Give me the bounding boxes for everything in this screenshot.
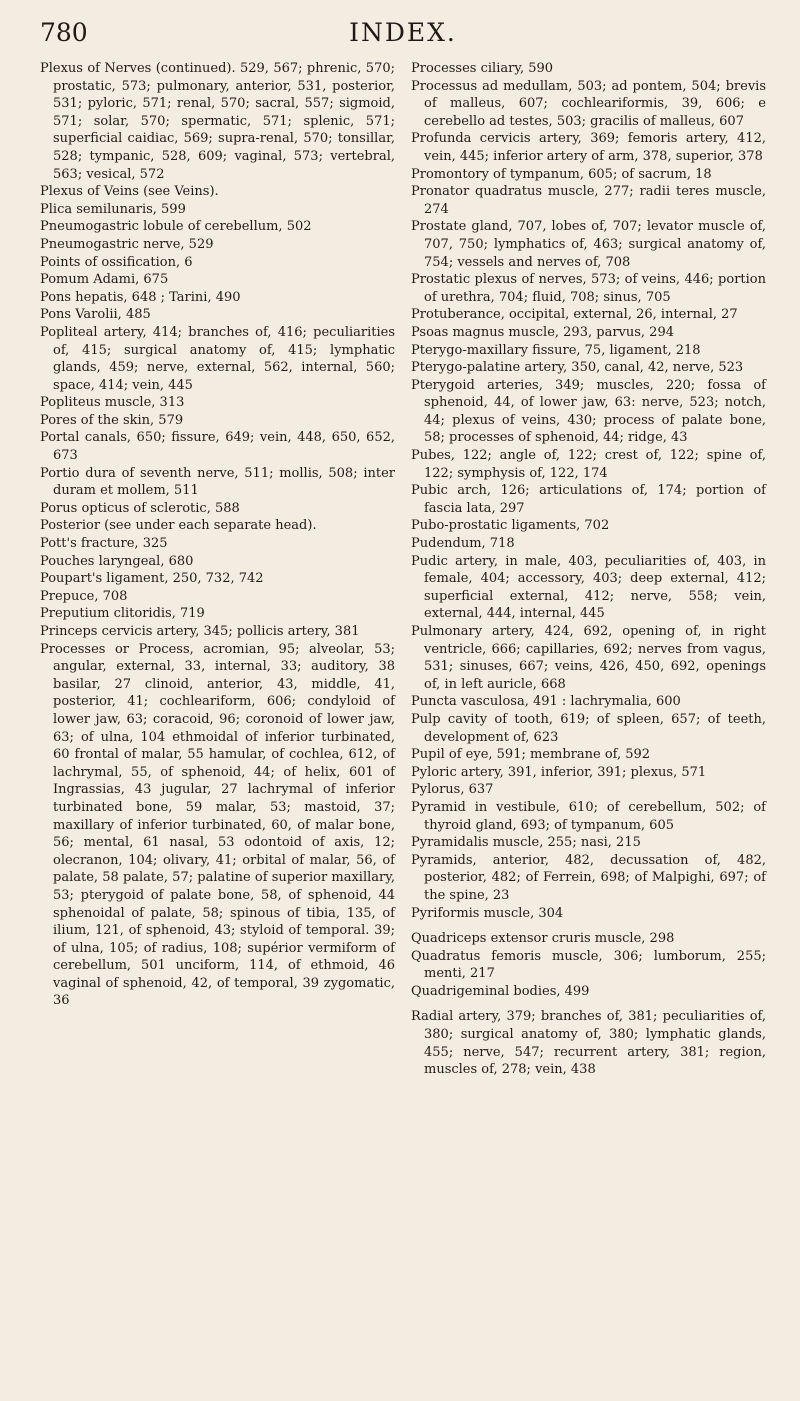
index-entry: Portal canals, 650; fissure, 649; vein, 448, 650, 652, 673 (40, 430, 395, 464)
index-entry: Pons Varolii, 485 (40, 307, 151, 323)
index-entry: Pterygo-palatine artery, 350, canal, 42, nerve, 523 (411, 360, 744, 376)
index-entry: Puncta vasculosa, 491 : lachrymalia, 600 (411, 694, 681, 710)
index-entry: Plexus of Veins (see Veins). (40, 184, 219, 200)
index-entry: Quadrigeminal bodies, 499 (411, 983, 590, 999)
index-entry: Prostatic plexus of nerves, 573; of veins, 446; portion of urethra, 704; fluid, 708; sinus, 705 (411, 272, 766, 305)
index-entry: Profunda cervicis artery, 369; femoris artery, 412, vein, 445; inferior artery of arm, 378, superior, 378 (411, 131, 766, 164)
index-entry: Plexus of Nerves (continued). 529, 567; phrenic, 570; prostatic, 573; pulmonary, anterior, 531, posterior, 531; pyloric, 571; renal, 570; sacral, 557; sigmoid, 571; solar, 570; spermatic, 571; splenic, 571; superficial caidiac, 569; supra-renal, 570; tonsillar, 528; tympanic, 528, 609; vaginal, 573; vertebral, 563; vesical, 572 (40, 61, 395, 182)
index-entry: Quadriceps extensor cruris muscle, 298 (411, 931, 675, 947)
index-entry: Psoas magnus muscle, 293, parvus, 294 (411, 324, 674, 340)
index-entry: Pudic artery, in male, 403, peculiarities of, 403, in female, 404; accessory, 403; deep external, 412; superficial external, 412; nerve, 558; vein, external, 444, internal, 445 (411, 553, 766, 622)
index-entry: Pores of the skin, 579 (40, 412, 184, 428)
index-entry: Pronator quadratus muscle, 277; radii teres muscle, 274 (411, 184, 766, 217)
index-entry: Processes or Process, acromian, 95; alveolar, 53; angular, external, 33, internal, 33; auditory, 38 basilar, 27 clinoid, anterior, 43, middle, 41, posterior, 41; cochleariform, 606; condyloid of lower jaw, 63; coracoid, 96; coronoid of lower jaw, 63; of ulna, 104 ethmoidal of inferior turbinated, 60 frontal of malar, 55 hamular, of cochlea, 612, of lachrymal, 55, of sphenoid, 44; of helix, 601 of Ingrassias, 43 jugular, 27 lachrymal of inferior turbinated bone, 59 malar, 53; mastoid, 37; maxillary of inferior turbinated, 60, of malar bone, 56; mental, 61 nasal, 53 odontoid of axis, 12; olecranon, 104; olivary, 41; orbital of malar, 56, of palate, 58 palate, 57; palatine of superior maxillary, 53; pterygoid of palate bone, 58, of sphenoid, 44 sphenoidal of palate, 58; spinous of tibia, 135, of ilium, 121, of sphenoid, 43; styloid of temporal. 39; of ulna, 105; of radius, 108; supérior vermiform of cerebellum, 501 unciform, 114, of ethmoid, 46 vaginal of sphenoid, 42, of temporal, 39 zygomatic, 36 (40, 641, 395, 1009)
index-entry: Pubo-prostatic ligaments, 702 (411, 518, 610, 534)
index-entry: Pyramids, anterior, 482, decussation of, 482, posterior, 482; of Ferrein, 698; of Malpighi, 697; of the spine, 23 (411, 852, 766, 903)
index-entry: Promontory of tympanum, 605; of sacrum, 18 (411, 166, 712, 182)
index-entry: Pott's fracture, 325 (40, 536, 168, 552)
index-entry: Processus ad medullam, 503; ad pontem, 504; brevis of malleus, 607; cochleariformis, 39, 606; e cerebello ad testes, 503; gracilis of malleus, 607 (411, 78, 766, 129)
index-entry: Processes ciliary, 590 (411, 61, 554, 76)
index-entry: Pons hepatis, 648 ; Tarini, 490 (40, 289, 241, 305)
index-entry: Pyramidalis muscle, 255; nasi, 215 (411, 835, 641, 851)
index-entry: Plica semilunaris, 599 (40, 201, 186, 217)
left-column (40, 60, 395, 1079)
index-entry: Pyramid in vestibule, 610; of cerebellum, 502; of thyroid gland, 693; of tympanum, 605 (411, 799, 766, 833)
index-entry: Pterygo-maxillary fissure, 75, ligament, 218 (411, 342, 701, 358)
index-entry: Pylorus, 637 (411, 782, 494, 798)
index-entry: Radial artery, 379; branches of, 381; peculiarities of, 380; surgical anatomy of, 380; lymphatic glands, 455; nerve, 547; recurrent artery, 381; region, muscles of, 278; vein, 438 (411, 1009, 766, 1078)
index-entry: Pneumogastric lobule of cerebellum, 502 (40, 219, 312, 235)
index-entry: Princeps cervicis artery, 345; pollicis artery, 381 (40, 624, 360, 639)
index-entry: Pouches laryngeal, 680 (40, 553, 194, 569)
running-head: INDEX. (349, 18, 457, 47)
index-entry: Pyloric artery, 391, inferior, 391; plexus, 571 (411, 764, 707, 780)
page-header (40, 0, 766, 60)
index-entry: Pubes, 122; angle of, 122; crest of, 122; spine of, 122; symphysis of, 122, 174 (411, 448, 766, 481)
index-entry: Pubic arch, 126; articulations of, 174; portion of fascia lata, 297 (411, 483, 766, 516)
index-entry: Popliteal artery, 414; branches of, 416; peculiarities of, 415; surgical anatomy of, 415; lymphatic glands, 459; nerve, external, 562, internal, 560; space, 414; vein, 445 (40, 324, 395, 393)
index-entry: Preputium clitoridis, 719 (40, 606, 205, 622)
page-number: 780 (40, 18, 88, 47)
index-entry: Pulmonary artery, 424, 692, opening of, in right ventricle, 666; capillaries, 692; nerves from vagus, 531; sinuses, 667; veins, 426, 450, 692, openings of, in left auricle, 668 (411, 624, 766, 692)
index-entry: Quadratus femoris muscle, 306; lumborum, 255; menti, 217 (411, 948, 766, 982)
index-entry: Points of ossification, 6 (40, 254, 193, 270)
right-column (411, 60, 766, 1079)
index-entry: Pulp cavity of tooth, 619; of spleen, 657; of teeth, development of, 623 (411, 711, 766, 745)
index-entry: Porus opticus of sclerotic, 588 (40, 500, 240, 516)
index-entry: Prostate gland, 707, lobes of, 707; levator muscle of, 707, 750; lymphatics of, 463; surgical anatomy of, 754; vessels and nerves of, 708 (411, 219, 766, 270)
index-entry: Pneumogastric nerve, 529 (40, 236, 214, 252)
index-columns (40, 60, 766, 1079)
index-entry: Popliteus muscle, 313 (40, 395, 185, 411)
index-entry: Pudendum, 718 (411, 536, 515, 552)
index-entry: Poupart's ligament, 250, 732, 742 (40, 571, 264, 587)
index-entry: Pupil of eye, 591; membrane of, 592 (411, 747, 651, 763)
index-entry: Posterior (see under each separate head). (40, 518, 317, 534)
index-entry: Portio dura of seventh nerve, 511; mollis, 508; inter duram et mollem, 511 (40, 465, 395, 499)
index-entry: Pomum Adami, 675 (40, 272, 169, 288)
index-entry: Prepuce, 708 (40, 588, 128, 604)
index-entry: Protuberance, occipital, external, 26, internal, 27 (411, 307, 738, 323)
index-entry: Pyriformis muscle, 304 (411, 905, 564, 921)
index-entry: Pterygoid arteries, 349; muscles, 220; fossa of sphenoid, 44, of lower jaw, 63: nerve, 523; notch, 44; plexus of veins, 430; process of palate bone, 58; processes of sphenoid, 44; ridge, 43 (411, 377, 766, 446)
